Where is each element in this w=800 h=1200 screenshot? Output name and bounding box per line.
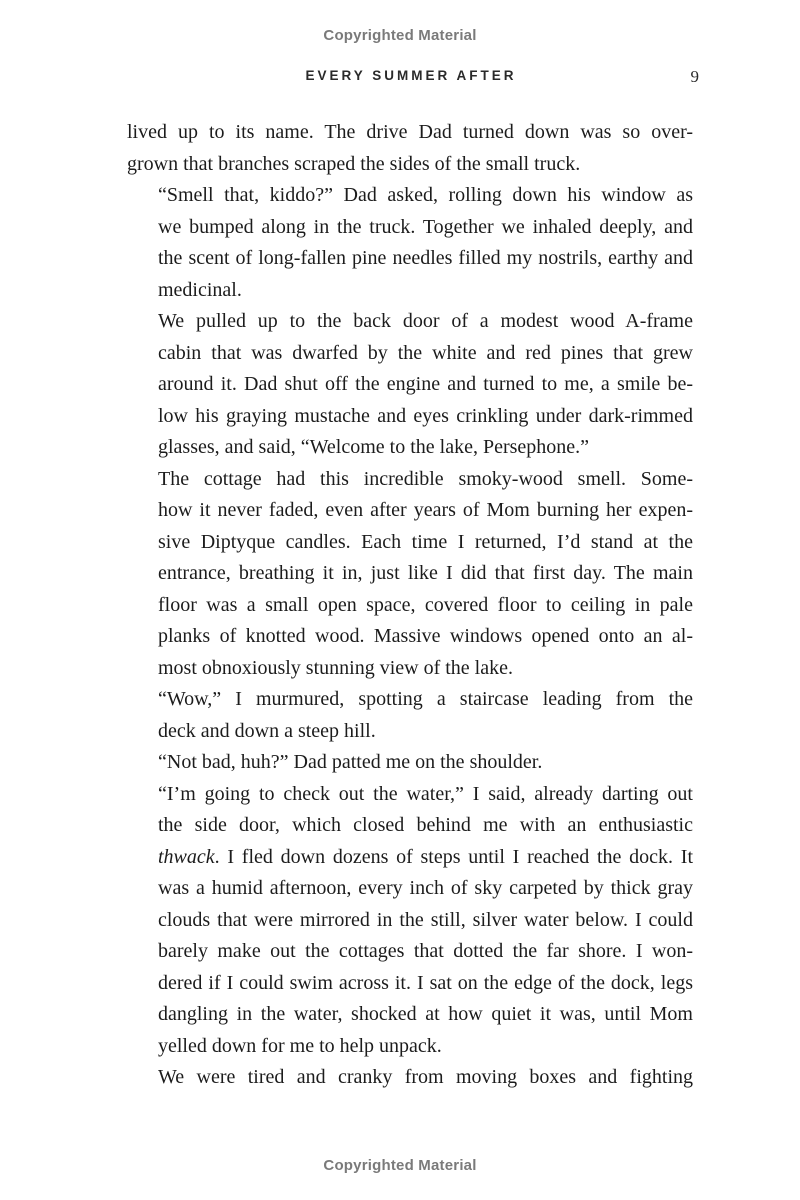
text-line: the scent of long-fallen pine needles filled my nostrils, earthy and	[158, 247, 693, 269]
text-line	[127, 842, 693, 874]
text-line: yelled down for me to help unpack.	[158, 1034, 442, 1057]
paragraph	[127, 684, 693, 747]
text-line: We pulled up to the back door of a modest wood A-frame	[158, 310, 693, 332]
paragraph	[127, 117, 693, 180]
text-line: entrance, breathing it in, just like I did that first day. The main	[158, 562, 693, 584]
text-line: deck and down a steep hill.	[158, 719, 376, 742]
copyright-watermark-bottom: Copyrighted Material	[323, 1157, 477, 1174]
text-line: “I’m going to check out the water,” I said, already darting out	[158, 782, 693, 805]
text-line: was a humid afternoon, every inch of sky carpeted by thick gray	[158, 877, 693, 899]
text-line: dangling in the water, shocked at how quiet it was, until Mom	[158, 1003, 693, 1025]
text-line: clouds that were mirrored in the still, silver water below. I could	[158, 908, 693, 931]
copyright-watermark-top: Copyrighted Material	[323, 27, 477, 44]
text-line: floor was a small open space, covered floor to ceiling in pale	[158, 593, 693, 616]
text-line: “Not bad, huh?” Dad patted me on the shoulder.	[158, 751, 543, 773]
paragraph	[127, 180, 693, 306]
text-line: most obnoxiously stunning view of the lake.	[158, 656, 513, 679]
text-line: “Smell that, kiddo?” Dad asked, rolling down his window as	[158, 184, 693, 206]
text-line: around it. Dad shut off the engine and turned to me, a smile be-	[158, 373, 693, 395]
text-line: cabin that was dwarfed by the white and red pines that grew	[158, 341, 693, 364]
text-line: lived up to its name. The drive Dad turned down was so over-	[127, 121, 693, 143]
text-line: medicinal.	[158, 278, 242, 301]
text-line: grown that branches scraped the sides of the small truck.	[127, 152, 581, 175]
running-header	[0, 68, 800, 90]
text-run: . I fled down dozens of steps until I reached the dock. It	[214, 845, 693, 868]
text-line: planks of knotted wood. Massive windows opened onto an al-	[158, 625, 693, 647]
body-text	[127, 117, 693, 1094]
text-line: the side door, which closed behind me with an enthusiastic	[158, 814, 693, 836]
paragraph	[127, 1062, 693, 1094]
text-line: low his graying mustache and eyes crinkling under dark-rimmed	[158, 404, 693, 427]
text-line: sive Diptyque candles. Each time I returned, I’d stand at the	[158, 530, 693, 553]
text-line: glasses, and said, “Welcome to the lake, Persephone.”	[158, 436, 590, 458]
running-title: EVERY SUMMER AFTER	[305, 68, 517, 83]
text-line: We were tired and cranky from moving boxes and fighting	[158, 1066, 693, 1088]
page-number: 9	[690, 67, 699, 86]
paragraph	[127, 779, 693, 1063]
text-line: “Wow,” I murmured, spotting a staircase leading from the	[158, 688, 693, 710]
text-line: how it never faded, even after years of Mom burning her expen-	[158, 499, 693, 521]
text-line: The cottage had this incredible smoky-wood smell. Some-	[158, 467, 693, 490]
text-line: dered if I could swim across it. I sat on the edge of the dock, legs	[158, 971, 693, 994]
text-line: we bumped along in the truck. Together we inhaled deeply, and	[158, 215, 693, 238]
paragraph	[127, 464, 693, 685]
paragraph	[127, 306, 693, 464]
paragraph	[127, 747, 693, 779]
italic-word: thwack	[158, 845, 215, 868]
text-line: barely make out the cottages that dotted the far shore. I won-	[158, 940, 693, 962]
